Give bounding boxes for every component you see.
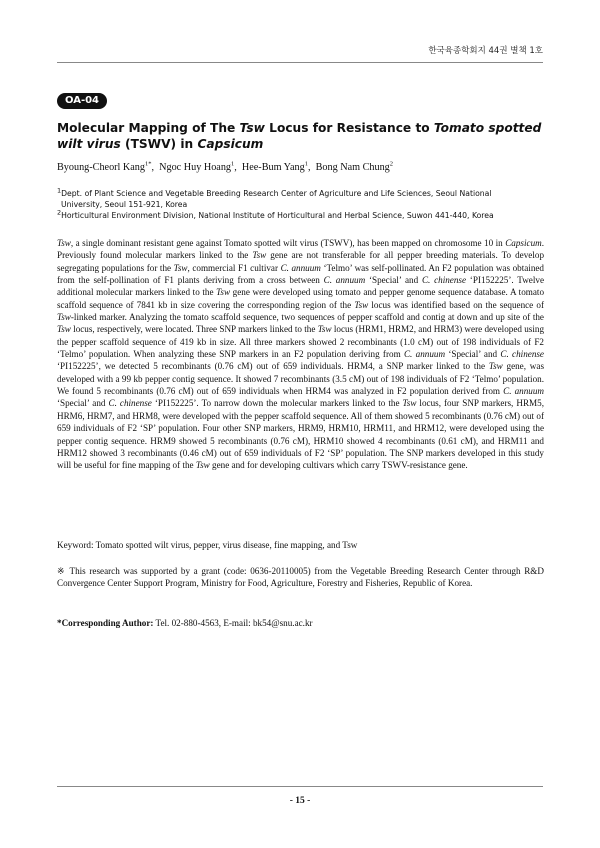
author-name: Byoung-Cheorl Kang [57, 162, 145, 173]
page-number: - 15 - [289, 796, 311, 806]
author-name: Bong Nam Chung [315, 162, 390, 173]
footer-rule [57, 786, 543, 787]
paper-title: Molecular Mapping of The Tsw Locus for Resistance to Tomato spotted wilt virus (TSWV) in Capsicum [57, 121, 542, 151]
abstract-body: Tsw, a single dominant resistant gene against Tomato spotted wilt virus (TSWV), has been mapped on chromosome 10 in Capsicum. Previously found molecular markers linked to the Tsw gene are not transferable for all pepper breeding materials. To develop segregating populations for the Tsw, commercial F1 cultivar C. annuum ‘Telmo’ was self-pollinated. An F2 population was obtained from the self-pollination of F1 plants deriving from a cross between C. annuum ‘Special’ and C. chinense ‘PI152225’. Twelve additional molecular markers linked to the Tsw gene were developed using tomato and pepper genome sequence database. A tomato scaffold sequence of 7841 kb in size covering the corresponding region of the Tsw locus was identified based on the sequence of Tsw-linked marker. Analyzing the tomato scaffold sequence, two sequences of pepper scaffold and contig at down and up site of the Tsw locus, respectively, were located. Three SNP markers linked to the Tsw locus (HRM1, HRM2, and HRM3) were developed using the pepper scaffold sequence of 419 kb in size. All three markers showed 2 recombinants (1.0 cM) out of 198 individuals of F2 ‘Telmo’ population. When analyzing these SNP markers in an F2 population deriving from C. annuum ‘Special’ and C. chinense ‘PI152225’, we detected 5 recombinants (0.76 cM) out of 659 individuals. HRM4, a SNP marker linked to the Tsw gene, was developed with a 99 kb pepper contig sequence. It showed 7 recombinants (3.5 cM) out of 198 individuals of F2 ‘Telmo’ population. We found 5 recombinants (0.76 cM) out of 659 individuals when HRM4 was analyzed in F2 population derived from C. annuum ‘Special’ and C. chinense ‘PI152225’. To narrow down the molecular markers linked to the Tsw locus, four SNP markers, HRM5, HRM6, HRM7, and HRM8, were developed with the pepper scaffold sequence. All of them showed 5 recombinants (0.76 cM) out of 659 individuals of F2 ‘SP’ population. Four other SNP markers, HRM9, HRM10, HRM11, and HRM12, were developed using the pepper contig sequence. HRM9 showed 5 recombinants (0.76 cM), HRM10 showed 4 recombinants (0.61 cM), and HRM11 and HRM12 showed 3 recombinants (0.46 cM) out of 659 individuals of F2 ‘SP’ population. The SNP markers developed in this study will be useful for fine mapping of the Tsw gene and for developing cultivars which carry TSWV-resistance gene. [57, 238, 545, 471]
author-name: Hee-Bum Yang [241, 162, 305, 173]
running-header: 한국육종학회지 44권 별책 1호 [428, 46, 543, 56]
affiliation-1: $^1$Dept. of Plant Science and Vegetable Breeding Research Center of Agriculture and Life Sciences, Seoul National University, Seoul 151-921, Korea [57, 186, 492, 209]
corresponding-author [57, 617, 547, 629]
header-rule [57, 62, 543, 63]
author-list: Byoung-Cheorl Kang$^{1*}$, Ngoc Huy Hoang$^1$, Hee-Bum Yang$^1$, Bong Nam Chung$^2$ [57, 160, 394, 173]
funding-note: ※ This research was supported by a grant (code: 0636-20110005) from the Vegetable Breeding Research Center through R&D Convergence Center Support Program, Ministry for Food, Agriculture, Forestry and Fisheries, Republic of Korea. [57, 566, 544, 589]
author-name: Ngoc Huy Hoang [159, 162, 232, 173]
corresponding-author-label: *Corresponding Author: [57, 618, 154, 628]
keywords-line: Keyword: Tomato spotted wilt virus, pepper, virus disease, fine mapping, and Tsw [57, 540, 358, 550]
session-badge: OA-04 [57, 93, 107, 109]
corresponding-author-details: Tel. 02-880-4563, E-mail: bk54@snu.ac.kr [153, 618, 313, 628]
affiliation-2: $^2$Horticultural Environment Division, National Institute of Horticultural and Herbal Science, Suwon 441-440, Korea [57, 208, 494, 220]
